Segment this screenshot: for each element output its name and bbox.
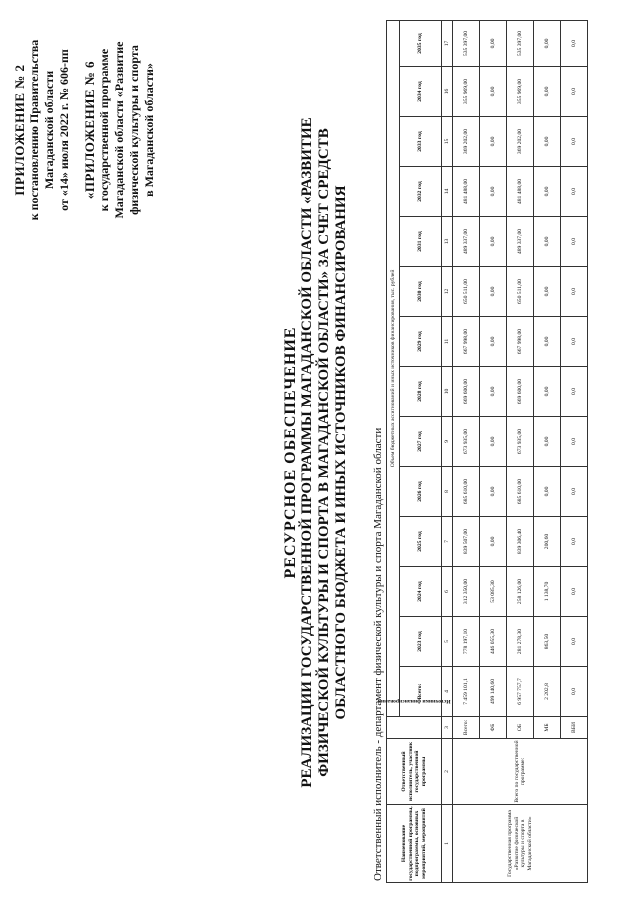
total-cell: 7 459 101,1: [453, 667, 480, 717]
total-cell: 2 202,8: [534, 667, 561, 717]
value-cell: 481 488,00: [507, 167, 534, 217]
value-cell: 685 610,00: [507, 467, 534, 517]
value-cell: 0,0: [561, 417, 588, 467]
value-cell: 0,00: [480, 517, 507, 567]
value-cell: 778 197,10: [453, 617, 480, 667]
value-cell: 355 969,00: [453, 67, 480, 117]
header-year: 2027 год: [400, 417, 442, 467]
value-cell: 839 507,00: [453, 517, 480, 567]
title-line: ФИЗИЧЕСКОЙ КУЛЬТУРЫ И СПОРТА В МАГАДАНСКОЙ ОБЛАСТИ» ЗА СЧЕТ СРЕДСТВ: [316, 128, 332, 777]
appendix-line: к постановлению Правительства: [27, 39, 41, 221]
value-cell: 0,00: [480, 67, 507, 117]
header-year: 2035 год: [400, 20, 442, 66]
value-cell: 481 488,00: [453, 167, 480, 217]
value-cell: 0,00: [534, 467, 561, 517]
value-cell: 535 397,00: [507, 20, 534, 66]
appendix-line: Магаданской области: [42, 70, 56, 190]
column-number: 7: [442, 517, 453, 567]
value-cell: 667 998,00: [507, 317, 534, 367]
value-cell: 0,00: [534, 20, 561, 66]
total-cell: 0,0: [561, 667, 588, 717]
value-cell: 669 600,00: [453, 367, 480, 417]
header-year: 2023 год: [400, 617, 442, 667]
value-cell: 673 935,00: [453, 417, 480, 467]
value-cell: 258 126,00: [507, 567, 534, 617]
value-cell: 0,00: [480, 167, 507, 217]
value-cell: 0,00: [534, 367, 561, 417]
responsible-executor: Ответственный исполнитель - департамент физической культуры и спорта Магаданской области: [372, 427, 384, 881]
value-cell: 0,0: [561, 567, 588, 617]
value-cell: 0,0: [561, 117, 588, 167]
value-cell: 355 969,00: [507, 67, 534, 117]
value-cell: 0,00: [480, 367, 507, 417]
value-cell: 0,0: [561, 617, 588, 667]
value-cell: 0,0: [561, 217, 588, 267]
value-cell: 650 511,00: [453, 267, 480, 317]
value-cell: 281 278,30: [507, 617, 534, 667]
value-cell: 1 138,70: [534, 567, 561, 617]
value-cell: 0,0: [561, 20, 588, 66]
header-year: 2024 год: [400, 567, 442, 617]
value-cell: 0,0: [561, 467, 588, 517]
appendix-date: от «14» июля 2022 г. № 606-пп: [57, 49, 71, 211]
value-cell: 0,0: [561, 67, 588, 117]
source-cell: ФБ: [480, 717, 507, 739]
header-year: 2032 год: [400, 167, 442, 217]
value-cell: 200,60: [534, 517, 561, 567]
appendix-line: физической культуры и спорта: [127, 45, 141, 215]
appendix-subheading: «ПРИЛОЖЕНИЕ № 6: [82, 60, 97, 200]
value-cell: 667 998,00: [453, 317, 480, 367]
header-source: Источники финансирования: [387, 717, 442, 739]
value-cell: 0,0: [561, 167, 588, 217]
value-cell: 685 610,00: [453, 467, 480, 517]
value-cell: 369 202,00: [507, 117, 534, 167]
header-year: 2026 год: [400, 467, 442, 517]
value-cell: 0,00: [534, 167, 561, 217]
value-cell: 0,00: [534, 67, 561, 117]
column-number: 5: [442, 617, 453, 667]
column-number: 3: [442, 717, 453, 739]
value-cell: 673 935,00: [507, 417, 534, 467]
appendix-line: Магаданской области «Развитие: [112, 41, 126, 219]
source-cell: ВБИ: [561, 717, 588, 739]
column-number: 8: [442, 467, 453, 517]
column-number: 13: [442, 217, 453, 267]
value-cell: 0,00: [480, 217, 507, 267]
value-cell: 0,00: [534, 417, 561, 467]
source-cell: Всего:: [453, 717, 480, 739]
value-cell: 0,00: [480, 267, 507, 317]
value-cell: 489 337,00: [453, 217, 480, 267]
header-year: 2029 год: [400, 317, 442, 367]
column-number: 9: [442, 417, 453, 467]
header-year: 2025 год: [400, 517, 442, 567]
value-cell: 369 202,00: [453, 117, 480, 167]
document-title: [282, 20, 350, 885]
column-number: 2: [442, 739, 453, 805]
column-number: 11: [442, 317, 453, 367]
column-number: 10: [442, 367, 453, 417]
value-cell: 446 055,30: [480, 617, 507, 667]
column-number: 4: [442, 667, 453, 717]
value-cell: 650 511,00: [507, 267, 534, 317]
value-cell: 535 397,00: [453, 20, 480, 66]
column-number: 1: [442, 805, 453, 883]
source-cell: МБ: [534, 717, 561, 739]
column-number: 15: [442, 117, 453, 167]
value-cell: 0,00: [534, 267, 561, 317]
program-total-label-cell: Всего по государственной программе:: [453, 739, 588, 805]
value-cell: 0,00: [534, 317, 561, 367]
table-row: [453, 20, 480, 882]
value-cell: 53 085,30: [480, 567, 507, 617]
header-year: 2030 год: [400, 267, 442, 317]
appendix-line: в Магаданской области»: [142, 63, 156, 197]
program-name-cell: Государственная программа «Развитие физической культуры и спорта в Магаданской области»: [453, 805, 588, 883]
appendix-line: к государственной программе: [97, 48, 111, 212]
total-cell: 499 140,60: [480, 667, 507, 717]
column-number: 16: [442, 67, 453, 117]
value-cell: 0,0: [561, 367, 588, 417]
header-year: 2031 год: [400, 217, 442, 267]
value-cell: 669 600,00: [507, 367, 534, 417]
header-responsible: Ответственный исполнитель, участник государственной программы: [387, 739, 442, 805]
value-cell: 0,00: [480, 317, 507, 367]
title-line: РЕАЛИЗАЦИИ ГОСУДАРСТВЕННОЙ ПРОГРАММЫ МАГАДАНСКОЙ ОБЛАСТИ «РАЗВИТИЕ: [299, 117, 315, 788]
value-cell: 0,00: [534, 217, 561, 267]
total-cell: 6 957 757,7: [507, 667, 534, 717]
value-cell: 863,50: [534, 617, 561, 667]
appendix-block: [12, 15, 157, 245]
appendix-heading: ПРИЛОЖЕНИЕ № 2: [12, 64, 27, 196]
title-line: РЕСУРСНОЕ ОБЕСПЕЧЕНИЕ: [282, 326, 299, 579]
header-year: 2033 год: [400, 117, 442, 167]
column-number: 17: [442, 20, 453, 66]
value-cell: 0,00: [480, 20, 507, 66]
value-cell: 0,0: [561, 267, 588, 317]
value-cell: 0,0: [561, 517, 588, 567]
header-volume: Объем бюджетных ассигнований и иных источников финансирования, тыс. рублей: [387, 20, 400, 716]
header-total: Всего:: [400, 667, 442, 717]
source-cell: ОБ: [507, 717, 534, 739]
header-name: Наименование государственной программы, подпрограммы, основных мероприятий, мероприятий: [387, 805, 442, 883]
value-cell: 0,00: [480, 117, 507, 167]
value-cell: 0,00: [534, 117, 561, 167]
value-cell: 489 337,00: [507, 217, 534, 267]
title-line: ОБЛАСТНОГО БЮДЖЕТА И ИНЫХ ИСТОЧНИКОВ ФИНАНСИРОВАНИЯ: [333, 185, 349, 720]
column-number: 6: [442, 567, 453, 617]
value-cell: 312 350,00: [453, 567, 480, 617]
column-number: 14: [442, 167, 453, 217]
header-year: 2028 год: [400, 367, 442, 417]
column-numbers-row: [442, 20, 453, 882]
value-cell: 0,00: [480, 417, 507, 467]
value-cell: 0,0: [561, 317, 588, 367]
value-cell: 0,00: [480, 467, 507, 517]
value-cell: 839 306,40: [507, 517, 534, 567]
header-year: 2034 год: [400, 67, 442, 117]
column-number: 12: [442, 267, 453, 317]
